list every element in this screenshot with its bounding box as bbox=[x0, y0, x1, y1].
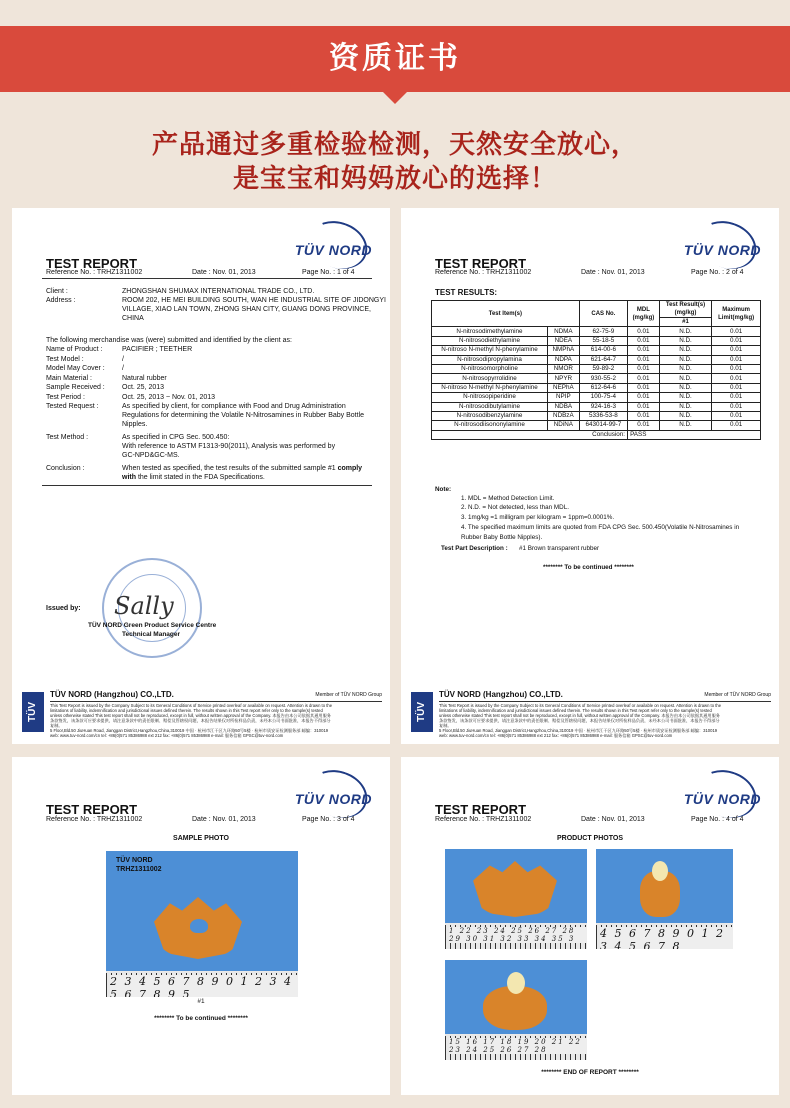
cell-cas: 59-89-2 bbox=[579, 364, 627, 373]
cell-max: 0.01 bbox=[712, 402, 761, 411]
footer-contact: web: www.tuv-nord.com/cn tel: +86(0)571 85386988 ext 212 fax: +86(0)571 85386988 e-mail: 服务信箱 GPSC@tuv-nord.com bbox=[439, 733, 673, 738]
section-title: TEST RESULTS: bbox=[435, 288, 498, 297]
cell-result: N.D. bbox=[659, 364, 712, 373]
ruler-numbers: 1 22 23 24 25 26 27 28 29 30 31 32 33 34 35 3 bbox=[449, 927, 587, 943]
photo-label: TÜV NORD bbox=[116, 857, 153, 864]
cell-result: N.D. bbox=[659, 393, 712, 402]
product-photo-1 bbox=[445, 849, 587, 949]
page-no: Page No. : 1 of 4 bbox=[302, 269, 355, 276]
col-header-mdl: MDL (mg/kg) bbox=[628, 301, 660, 327]
field-value: Oct. 25, 2013 ~ Nov. 01, 2013 bbox=[122, 393, 216, 401]
table-row bbox=[432, 411, 761, 420]
cell-name: N-nitroso N-methyl N-phenylamine bbox=[432, 383, 548, 392]
cell-cas: 621-64-7 bbox=[579, 355, 627, 364]
brand-logo: TÜV NORD bbox=[683, 242, 761, 258]
footer-text: 条款签发，该条款可应要求提供，请注意条款中的责任限制、赔偿及管辖权问题，本报告结果仅对所检样品负责，未经本公司书面批准，本报告不得部分 bbox=[50, 718, 331, 723]
cell-abbr: NEPhA bbox=[548, 383, 580, 392]
note-line: 3. 1mg/kg =1 milligram per kilogram = 1ppm=0.0001%. bbox=[461, 514, 615, 521]
tested-request-line: As specified by client, for compliance with Food and Drug Administration bbox=[122, 403, 346, 410]
cell-result: N.D. bbox=[659, 383, 712, 392]
cell-abbr: NPYR bbox=[548, 374, 580, 383]
field-value: Natural rubber bbox=[122, 374, 167, 382]
banner-title: 资质证书 bbox=[329, 41, 461, 76]
sample-photo bbox=[106, 851, 298, 997]
cell-abbr: NDBzA bbox=[548, 411, 580, 420]
tuv-side-logo: TÜV bbox=[22, 692, 44, 732]
cell-abbr: NMOR bbox=[548, 364, 580, 373]
cell-name: N-nitrosodibenzylamine bbox=[432, 411, 548, 420]
cell-name: N-nitroso N-methyl N-phenylamine bbox=[432, 346, 548, 355]
slogan-line-1: 产品通过多重检验检测，天然安全放心， bbox=[151, 130, 638, 160]
cell-name: N-nitrosopiperidine bbox=[432, 393, 548, 402]
client-label: Client : bbox=[46, 288, 68, 295]
field-label: Test Period : bbox=[46, 393, 85, 401]
tested-request-label: Tested Request : bbox=[46, 403, 99, 410]
cell-result: N.D. bbox=[659, 374, 712, 383]
field-label: Name of Product : bbox=[46, 346, 103, 353]
test-method-label: Test Method : bbox=[46, 434, 89, 441]
client-value: ZHONGSHAN SHUMAX INTERNATIONAL TRADE CO., LTD. bbox=[122, 288, 315, 295]
member-note: Member of TÜV NORD Group bbox=[704, 692, 771, 698]
address-line-2: VILLAGE, XIAO LAN TOWN, ZHONG SHAN CITY, GUANG DONG PROVINCE, bbox=[122, 306, 371, 313]
note-line: 4. The specified maximum limits are quoted from FDA CPG Sec. 500.450(Volatile N-Nitrosamines in bbox=[461, 524, 740, 531]
report-title: TEST REPORT bbox=[435, 802, 527, 817]
reference-no: Reference No. : TRHZ1311002 bbox=[435, 269, 532, 276]
footer-text: limitations of liability, indemnification and jurisdictional issues defined therein. The results shown in this Test report refer only to the sample(s) tested bbox=[439, 708, 712, 713]
teether-sample bbox=[473, 861, 557, 917]
cell-max: 0.01 bbox=[712, 327, 761, 336]
cell-result: N.D. bbox=[659, 336, 712, 345]
table-row bbox=[432, 402, 761, 411]
tested-request-line: Regulations for determining the Volatile N-Nitrosamines in Rubber Baby Bottle bbox=[122, 412, 365, 419]
cell-cas: 5336-53-8 bbox=[579, 411, 627, 420]
cell-cas: 612-64-6 bbox=[579, 383, 627, 392]
footer-text: 条款签发，该条款可应要求提供，请注意条款中的责任限制、赔偿及管辖权问题，本报告结果仅对所检样品负责，未经本公司书面批准，本报告不得部分 bbox=[439, 718, 720, 723]
results-table bbox=[431, 300, 761, 440]
ruler bbox=[596, 923, 733, 949]
test-part-label: Test Part Description : bbox=[441, 545, 508, 552]
cell-cas: 643014-99-7 bbox=[579, 421, 627, 430]
conclusion-emphasis: comply bbox=[337, 465, 363, 472]
cell-result: N.D. bbox=[659, 355, 712, 364]
conclusion-text: When tested as specified, the test results of the submitted sample #1 bbox=[122, 465, 338, 472]
table-row bbox=[432, 364, 761, 373]
issuer-name: TÜV NORD Green Product Service Centre bbox=[88, 622, 217, 629]
slogan-line-2: 是宝宝和妈妈放心的选择！ bbox=[232, 164, 557, 194]
test-method-line: With reference to ASTM F1313-90(2011), Analysis was performed by bbox=[122, 443, 336, 450]
conclusion-emphasis: with bbox=[122, 474, 136, 481]
report-page-1 bbox=[12, 208, 390, 744]
col-header-item: Test Item(s) bbox=[432, 301, 580, 327]
cell-mdl: 0.01 bbox=[628, 393, 660, 402]
conclusion-row bbox=[432, 430, 761, 439]
table-row bbox=[432, 346, 761, 355]
cell-abbr: NDPA bbox=[548, 355, 580, 364]
report-date: Date : Nov. 01, 2013 bbox=[581, 269, 645, 276]
cell-name: N-nitrosodiisononylamine bbox=[432, 421, 548, 430]
report-date: Date : Nov. 01, 2013 bbox=[581, 816, 645, 823]
report-footer bbox=[12, 678, 390, 744]
conclusion-text: the limit stated in the FDA Specifications. bbox=[136, 474, 265, 481]
cell-abbr: NDiNA bbox=[548, 421, 580, 430]
cell-max: 0.01 bbox=[712, 364, 761, 373]
table-row bbox=[432, 327, 761, 336]
conclusion-label: Conclusion: bbox=[432, 430, 628, 439]
table-row bbox=[432, 383, 761, 392]
photo-label: TRHZ1311002 bbox=[116, 866, 162, 873]
field-label: Test Model : bbox=[46, 355, 84, 363]
ruler bbox=[106, 971, 298, 997]
table-row bbox=[432, 374, 761, 383]
footer-text: 复制。 bbox=[50, 723, 63, 728]
footer-contact: web: www.tuv-nord.com/cn tel: +86(0)571 85386988 ext 212 fax: +86(0)571 85386988 e-mail: 服务信箱 GPSC@tuv-nord.com bbox=[50, 733, 284, 738]
footer-text: limitations of liability, indemnification and jurisdictional issues defined therein. The results shown in this Test report refer only to the sample(s) tested bbox=[50, 708, 323, 713]
cell-abbr: NDMA bbox=[548, 327, 580, 336]
field-value: / bbox=[122, 355, 124, 363]
cell-name: N-nitrosodibutylamine bbox=[432, 402, 548, 411]
teether-hole bbox=[190, 919, 208, 933]
col-header-sample: #1 bbox=[659, 318, 712, 327]
conclusion-value: PASS bbox=[628, 430, 761, 439]
footer-text: This Test Report is issued by the Company Subject to its General Conditions of Service printed overleaf or available on request. Attention is drawn to the bbox=[439, 703, 722, 708]
company-name: TÜV NORD (Hangzhou) CO.,LTD. bbox=[50, 690, 174, 699]
issuer-title: Technical Manager bbox=[122, 631, 181, 638]
tuv-side-logo: TÜV bbox=[411, 692, 433, 732]
cell-mdl: 0.01 bbox=[628, 411, 660, 420]
footer-address: 5 Floor,Bld.50 JiuHuan Road, Jianggan District,Hangzhou,China,310019 中国 · 杭州市江干区九环路50号5楼 · 杭州市质安证检测服务部 邮编：310019 bbox=[439, 728, 718, 733]
cell-max: 0.01 bbox=[712, 336, 761, 345]
field-value: / bbox=[122, 365, 124, 372]
test-part-value: #1 Brown transparent rubber bbox=[519, 545, 600, 552]
conclusion-line-2 bbox=[122, 473, 265, 482]
cell-name: N-nitrosodimethylamine bbox=[432, 327, 548, 336]
cell-name: N-nitrosopyrrolidine bbox=[432, 374, 548, 383]
conclusion-label: Conclusion : bbox=[46, 465, 85, 472]
field-label: Sample Received : bbox=[46, 384, 105, 391]
banner-pointer bbox=[383, 92, 407, 104]
ruler bbox=[445, 1034, 587, 1060]
test-method-line: As specified in CPG Sec. 500.450: bbox=[122, 434, 230, 441]
divider bbox=[42, 278, 372, 279]
cell-result: N.D. bbox=[659, 421, 712, 430]
cell-max: 0.01 bbox=[712, 393, 761, 402]
footer-divider bbox=[50, 701, 382, 702]
report-title: TEST REPORT bbox=[46, 802, 138, 817]
page-no: Page No. : 4 of 4 bbox=[691, 816, 744, 823]
cell-max: 0.01 bbox=[712, 346, 761, 355]
product-photo-2 bbox=[596, 849, 733, 949]
cell-cas: 924-16-3 bbox=[579, 402, 627, 411]
table-row bbox=[432, 421, 761, 430]
cell-max: 0.01 bbox=[712, 421, 761, 430]
note-line: Rubber Baby Bottle Nipples). bbox=[461, 534, 543, 541]
col-header-max: Maximum Limit(mg/kg) bbox=[712, 301, 761, 327]
intro-text: The following merchandise was (were) submitted and identified by the client as: bbox=[46, 337, 292, 344]
cell-cas: 930-55-2 bbox=[579, 374, 627, 383]
table-row bbox=[432, 393, 761, 402]
reference-no: Reference No. : TRHZ1311002 bbox=[435, 816, 532, 823]
reference-no: Reference No. : TRHZ1311002 bbox=[46, 816, 143, 823]
cell-cas: 55-18-5 bbox=[579, 336, 627, 345]
cell-max: 0.01 bbox=[712, 411, 761, 420]
member-note: Member of TÜV NORD Group bbox=[315, 692, 382, 698]
page-no: Page No. : 2 of 4 bbox=[691, 269, 744, 276]
cell-abbr: NMPhA bbox=[548, 346, 580, 355]
report-title: TEST REPORT bbox=[435, 256, 527, 271]
ruler bbox=[445, 923, 587, 949]
field-label: Model May Cover : bbox=[46, 365, 105, 372]
brand-logo: TÜV NORD bbox=[294, 791, 372, 807]
tested-request-line: Nipples. bbox=[122, 421, 148, 428]
brand-logo: TÜV NORD bbox=[683, 791, 761, 807]
footer-text: unless otherwise stated This test report shall not be reproduced, except in full, without written approval of the Company. 本报告由本公司依据其通用服务 bbox=[50, 713, 331, 718]
address-line-3: CHINA bbox=[122, 315, 144, 322]
report-page-3 bbox=[12, 757, 390, 1095]
cell-abbr: NPIP bbox=[548, 393, 580, 402]
cell-max: 0.01 bbox=[712, 374, 761, 383]
cell-mdl: 0.01 bbox=[628, 383, 660, 392]
results-body bbox=[432, 327, 761, 430]
test-method-line: GC-NPD&GC-MS. bbox=[122, 452, 180, 459]
note-line: 1. MDL = Method Detection Limit. bbox=[461, 495, 555, 502]
ruler-numbers: 4 5 6 7 8 9 0 1 2 3 4 5 6 7 8 bbox=[600, 927, 733, 949]
table-header-row bbox=[432, 301, 761, 318]
cell-mdl: 0.01 bbox=[628, 374, 660, 383]
ruler-numbers: 15 16 17 18 19 20 21 22 23 24 25 26 27 28 bbox=[449, 1038, 587, 1054]
ruler-numbers: 2 3 4 5 6 7 8 9 0 1 2 3 4 5 6 7 8 9 5 bbox=[110, 975, 298, 997]
cell-mdl: 0.01 bbox=[628, 402, 660, 411]
cell-name: N-nitrosodipropylamina bbox=[432, 355, 548, 364]
table-row bbox=[432, 336, 761, 345]
cell-name: N-nitrosodiethylamine bbox=[432, 336, 548, 345]
divider bbox=[42, 485, 372, 486]
cell-result: N.D. bbox=[659, 327, 712, 336]
cell-mdl: 0.01 bbox=[628, 336, 660, 345]
note-line: 2. N.D. = Not detected, less than MDL. bbox=[461, 504, 569, 511]
field-value: PACIFIER ; TEETHER bbox=[122, 346, 193, 353]
cell-cas: 62-75-9 bbox=[579, 327, 627, 336]
address-label: Address : bbox=[46, 297, 76, 304]
cell-abbr: NDBA bbox=[548, 402, 580, 411]
pacifier-nipple bbox=[507, 972, 525, 994]
cell-result: N.D. bbox=[659, 346, 712, 355]
cell-cas: 614-00-6 bbox=[579, 346, 627, 355]
footer-divider bbox=[439, 701, 771, 702]
address-line-1: ROOM 202, HE MEI BUILDING SOUTH, WAN HE INDUSTRIAL SITE OF JIDONGYI bbox=[122, 297, 386, 304]
note-label: Note: bbox=[435, 486, 452, 493]
conclusion-line-1 bbox=[122, 464, 362, 473]
photo-caption: #1 bbox=[197, 998, 205, 1005]
pacifier-nipple bbox=[652, 861, 668, 881]
report-title: TEST REPORT bbox=[46, 256, 138, 271]
page-no: Page No. : 3 of 4 bbox=[302, 816, 355, 823]
cell-max: 0.01 bbox=[712, 355, 761, 364]
company-name: TÜV NORD (Hangzhou) CO.,LTD. bbox=[439, 690, 563, 699]
footer-text: This Test Report is issued by the Company Subject to its General Conditions of Service printed overleaf or available on request. Attention is drawn to the bbox=[50, 703, 333, 708]
cell-cas: 100-75-4 bbox=[579, 393, 627, 402]
footer-text: unless otherwise stated This test report shall not be reproduced, except in full, without written approval of the Company. 本报告由本公司依据其通用服务 bbox=[439, 713, 720, 718]
cell-mdl: 0.01 bbox=[628, 327, 660, 336]
cell-abbr: NDEA bbox=[548, 336, 580, 345]
cell-mdl: 0.01 bbox=[628, 364, 660, 373]
report-date: Date : Nov. 01, 2013 bbox=[192, 816, 256, 823]
cell-result: N.D. bbox=[659, 411, 712, 420]
footer-address: 5 Floor,Bld.50 JiuHuan Road, Jianggan District,Hangzhou,China,310019 中国 · 杭州市江干区九环路50号5楼 · 杭州市质安证检测服务部 邮编：310019 bbox=[50, 728, 329, 733]
report-footer bbox=[401, 678, 779, 744]
cell-result: N.D. bbox=[659, 402, 712, 411]
report-page-2 bbox=[401, 208, 779, 744]
section-title: SAMPLE PHOTO bbox=[173, 835, 229, 842]
cell-name: N-nitrosomorpholine bbox=[432, 364, 548, 373]
continued-note: ******** To be continued ******** bbox=[154, 1015, 248, 1022]
col-header-cas: CAS No. bbox=[579, 301, 627, 327]
report-page-4 bbox=[401, 757, 779, 1095]
section-title: PRODUCT PHOTOS bbox=[557, 835, 623, 842]
cell-max: 0.01 bbox=[712, 383, 761, 392]
cell-mdl: 0.01 bbox=[628, 355, 660, 364]
footer-text: 复制。 bbox=[439, 723, 452, 728]
signature: Sally bbox=[114, 592, 174, 620]
field-label: Main Material : bbox=[46, 374, 92, 382]
table-row bbox=[432, 355, 761, 364]
brand-logo: TÜV NORD bbox=[294, 242, 372, 258]
product-photo-3 bbox=[445, 960, 587, 1060]
report-date: Date : Nov. 01, 2013 bbox=[192, 269, 256, 276]
cell-mdl: 0.01 bbox=[628, 421, 660, 430]
col-header-result: Test Result(s) (mg/kg) bbox=[659, 301, 712, 318]
issued-by-label: Issued by: bbox=[46, 605, 81, 612]
reference-no: Reference No. : TRHZ1311002 bbox=[46, 269, 143, 276]
continued-note: ******** To be continued ******** bbox=[543, 564, 634, 571]
cell-mdl: 0.01 bbox=[628, 346, 660, 355]
field-value: Oct. 25, 2013 bbox=[122, 384, 165, 391]
end-of-report: ******** END OF REPORT ******** bbox=[541, 1069, 639, 1076]
